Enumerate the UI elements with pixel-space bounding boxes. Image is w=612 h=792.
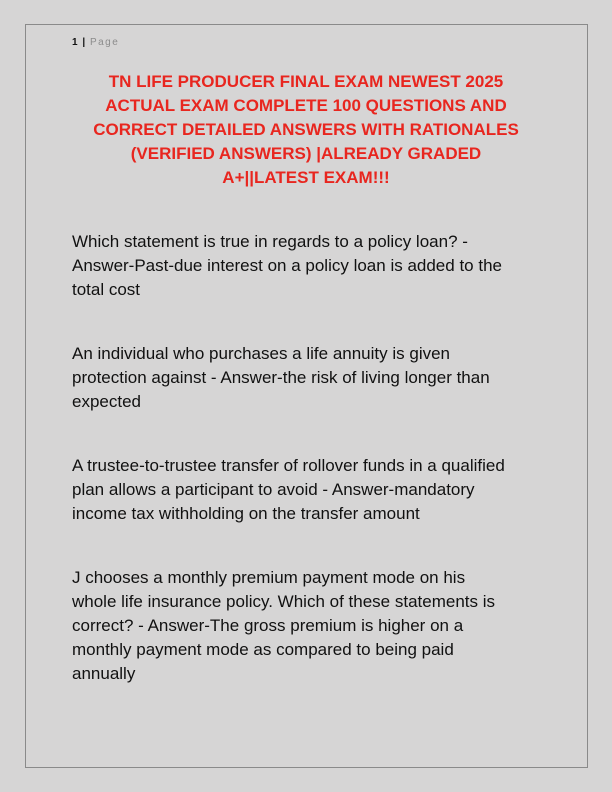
page-number-header xyxy=(72,37,119,49)
question-answer-list xyxy=(72,230,542,686)
qa-line: correct? - Answer-The gross premium is higher on a xyxy=(72,616,464,635)
qa-line: income tax withholding on the transfer amount xyxy=(72,504,420,523)
qa-line: annually xyxy=(72,664,136,683)
title-line: CORRECT DETAILED ANSWERS WITH RATIONALES xyxy=(93,120,519,139)
qa-line: total cost xyxy=(72,280,141,299)
title-line: A+||LATEST EXAM!!! xyxy=(222,168,390,187)
page-number: 1 xyxy=(72,37,78,48)
qa-item xyxy=(72,566,542,686)
qa-line: protection against - Answer-the risk of living longer than xyxy=(72,368,490,387)
page-number-separator: | xyxy=(82,37,86,48)
qa-line: Which statement is true in regards to a policy loan? - xyxy=(72,232,468,251)
qa-line: A trustee-to-trustee transfer of rollover funds in a qualified xyxy=(72,456,505,475)
qa-line: J chooses a monthly premium payment mode on his xyxy=(72,568,466,587)
title-line: ACTUAL EXAM COMPLETE 100 QUESTIONS AND xyxy=(105,96,507,115)
qa-line: An individual who purchases a life annuity is given xyxy=(72,344,451,363)
qa-line: Answer-Past-due interest on a policy loan is added to the xyxy=(72,256,502,275)
qa-line: expected xyxy=(72,392,141,411)
page-label: Page xyxy=(89,37,120,48)
document-title xyxy=(72,70,540,190)
title-line: (VERIFIED ANSWERS) |ALREADY GRADED xyxy=(130,144,482,163)
qa-item xyxy=(72,342,542,414)
qa-line: monthly payment mode as compared to being paid xyxy=(72,640,454,659)
qa-line: whole life insurance policy. Which of these statements is xyxy=(72,592,495,611)
qa-line: plan allows a participant to avoid - Answer-mandatory xyxy=(72,480,475,499)
qa-item xyxy=(72,230,542,302)
title-line: TN LIFE PRODUCER FINAL EXAM NEWEST 2025 xyxy=(108,72,504,91)
qa-item xyxy=(72,454,542,526)
